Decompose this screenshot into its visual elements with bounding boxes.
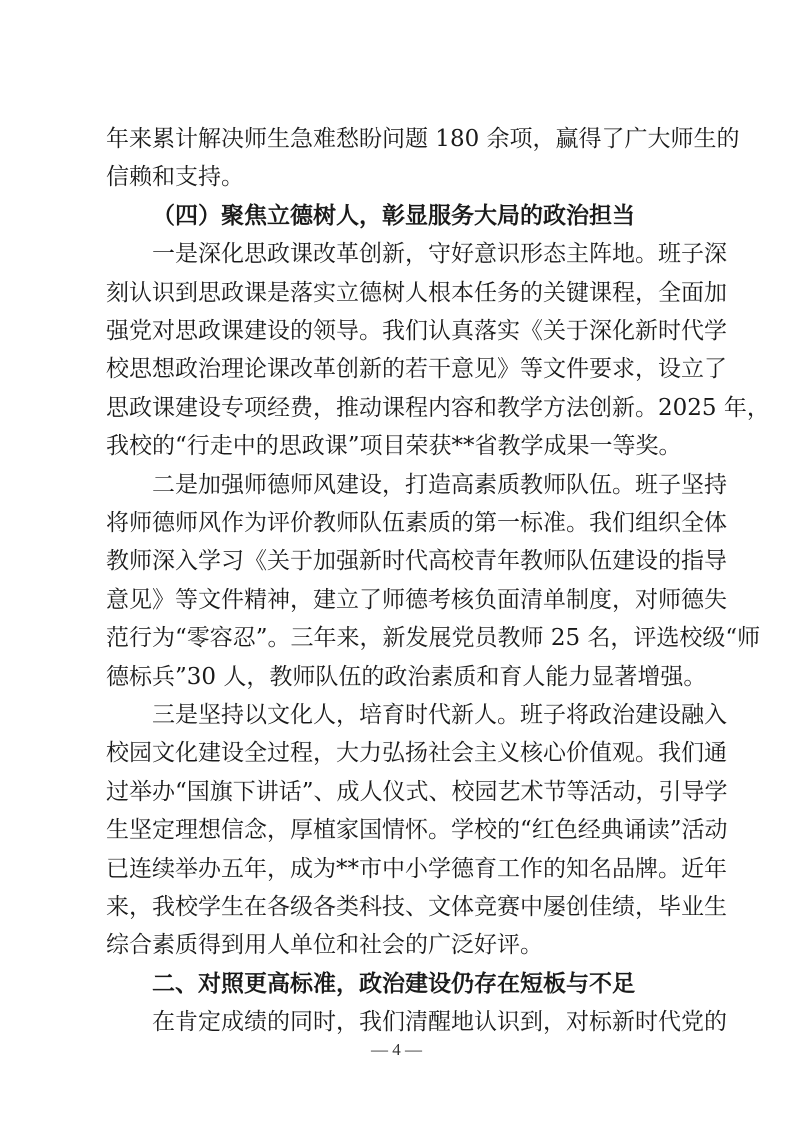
text-line: 我校的“行走中的思政课”项目荣获**省教学成果一等奖。 <box>106 433 682 460</box>
text-line: 范行为“零容忍”。三年来，新发展党员教师 25 名，评选校级“师 <box>106 625 761 652</box>
page-number: — 4 — <box>371 1040 422 1059</box>
text-line: 思政课建设专项经费，推动课程内容和教学方法创新。2025 年， <box>106 394 770 421</box>
text-line: 二是加强师德师风建设，打造高素质教师队伍。班子坚持 <box>152 471 727 498</box>
text-line: 已连续举办五年，成为**市中小学德育工作的知名品牌。近年 <box>106 855 727 882</box>
text-line: 来，我校学生在各级各类科技、文体竞赛中屡创佳绩，毕业生 <box>106 894 727 920</box>
text-line: 校思想政治理论课改革创新的若干意见》等文件要求，设立了 <box>106 356 727 383</box>
text-line: 过举办“国旗下讲话”、成人仪式、校园艺术节等活动，引导学 <box>106 778 728 805</box>
text-line: 年来累计解决师生急难愁盼问题 180 余项，赢得了广大师生的 <box>106 126 740 152</box>
text-line: 校园文化建设全过程，大力弘扬社会主义核心价值观。我们通 <box>106 740 727 767</box>
text-line: 在肯定成绩的同时，我们清醒地认识到，对标新时代党的 <box>152 1009 727 1036</box>
text-line: 生坚定理想信念，厚植家国情怀。学校的“红色经典诵读”活动 <box>106 817 728 844</box>
text-line: 强党对思政课建设的领导。我们认真落实《关于深化新时代学 <box>106 318 727 344</box>
text-line: 刻认识到思政课是落实立德树人根本任务的关键课程，全面加 <box>106 279 727 306</box>
text-line: 三是坚持以文化人，培育时代新人。班子将政治建设融入 <box>152 702 727 728</box>
text-line: 综合素质得到用人单位和社会的广泛好评。 <box>106 932 543 959</box>
text-line: 将师德师风作为评价教师队伍素质的第一标准。我们组织全体 <box>106 510 727 536</box>
text-line: 信赖和支持。 <box>106 164 244 191</box>
text-line: 一是深化思政课改革创新，守好意识形态主阵地。班子深 <box>152 241 727 268</box>
text-line: 德标兵”30 人，教师队伍的政治素质和育人能力显著增强。 <box>106 663 707 690</box>
text-line: 教师深入学习《关于加强新时代高校青年教师队伍建设的指导 <box>106 548 727 575</box>
chapter-heading: 二、对照更高标准，政治建设仍存在短板与不足 <box>152 969 635 997</box>
section-heading: （四）聚焦立德树人，彰显服务大局的政治担当 <box>152 201 635 229</box>
text-line: 意见》等文件精神，建立了师德考核负面清单制度，对师德失 <box>106 586 727 613</box>
